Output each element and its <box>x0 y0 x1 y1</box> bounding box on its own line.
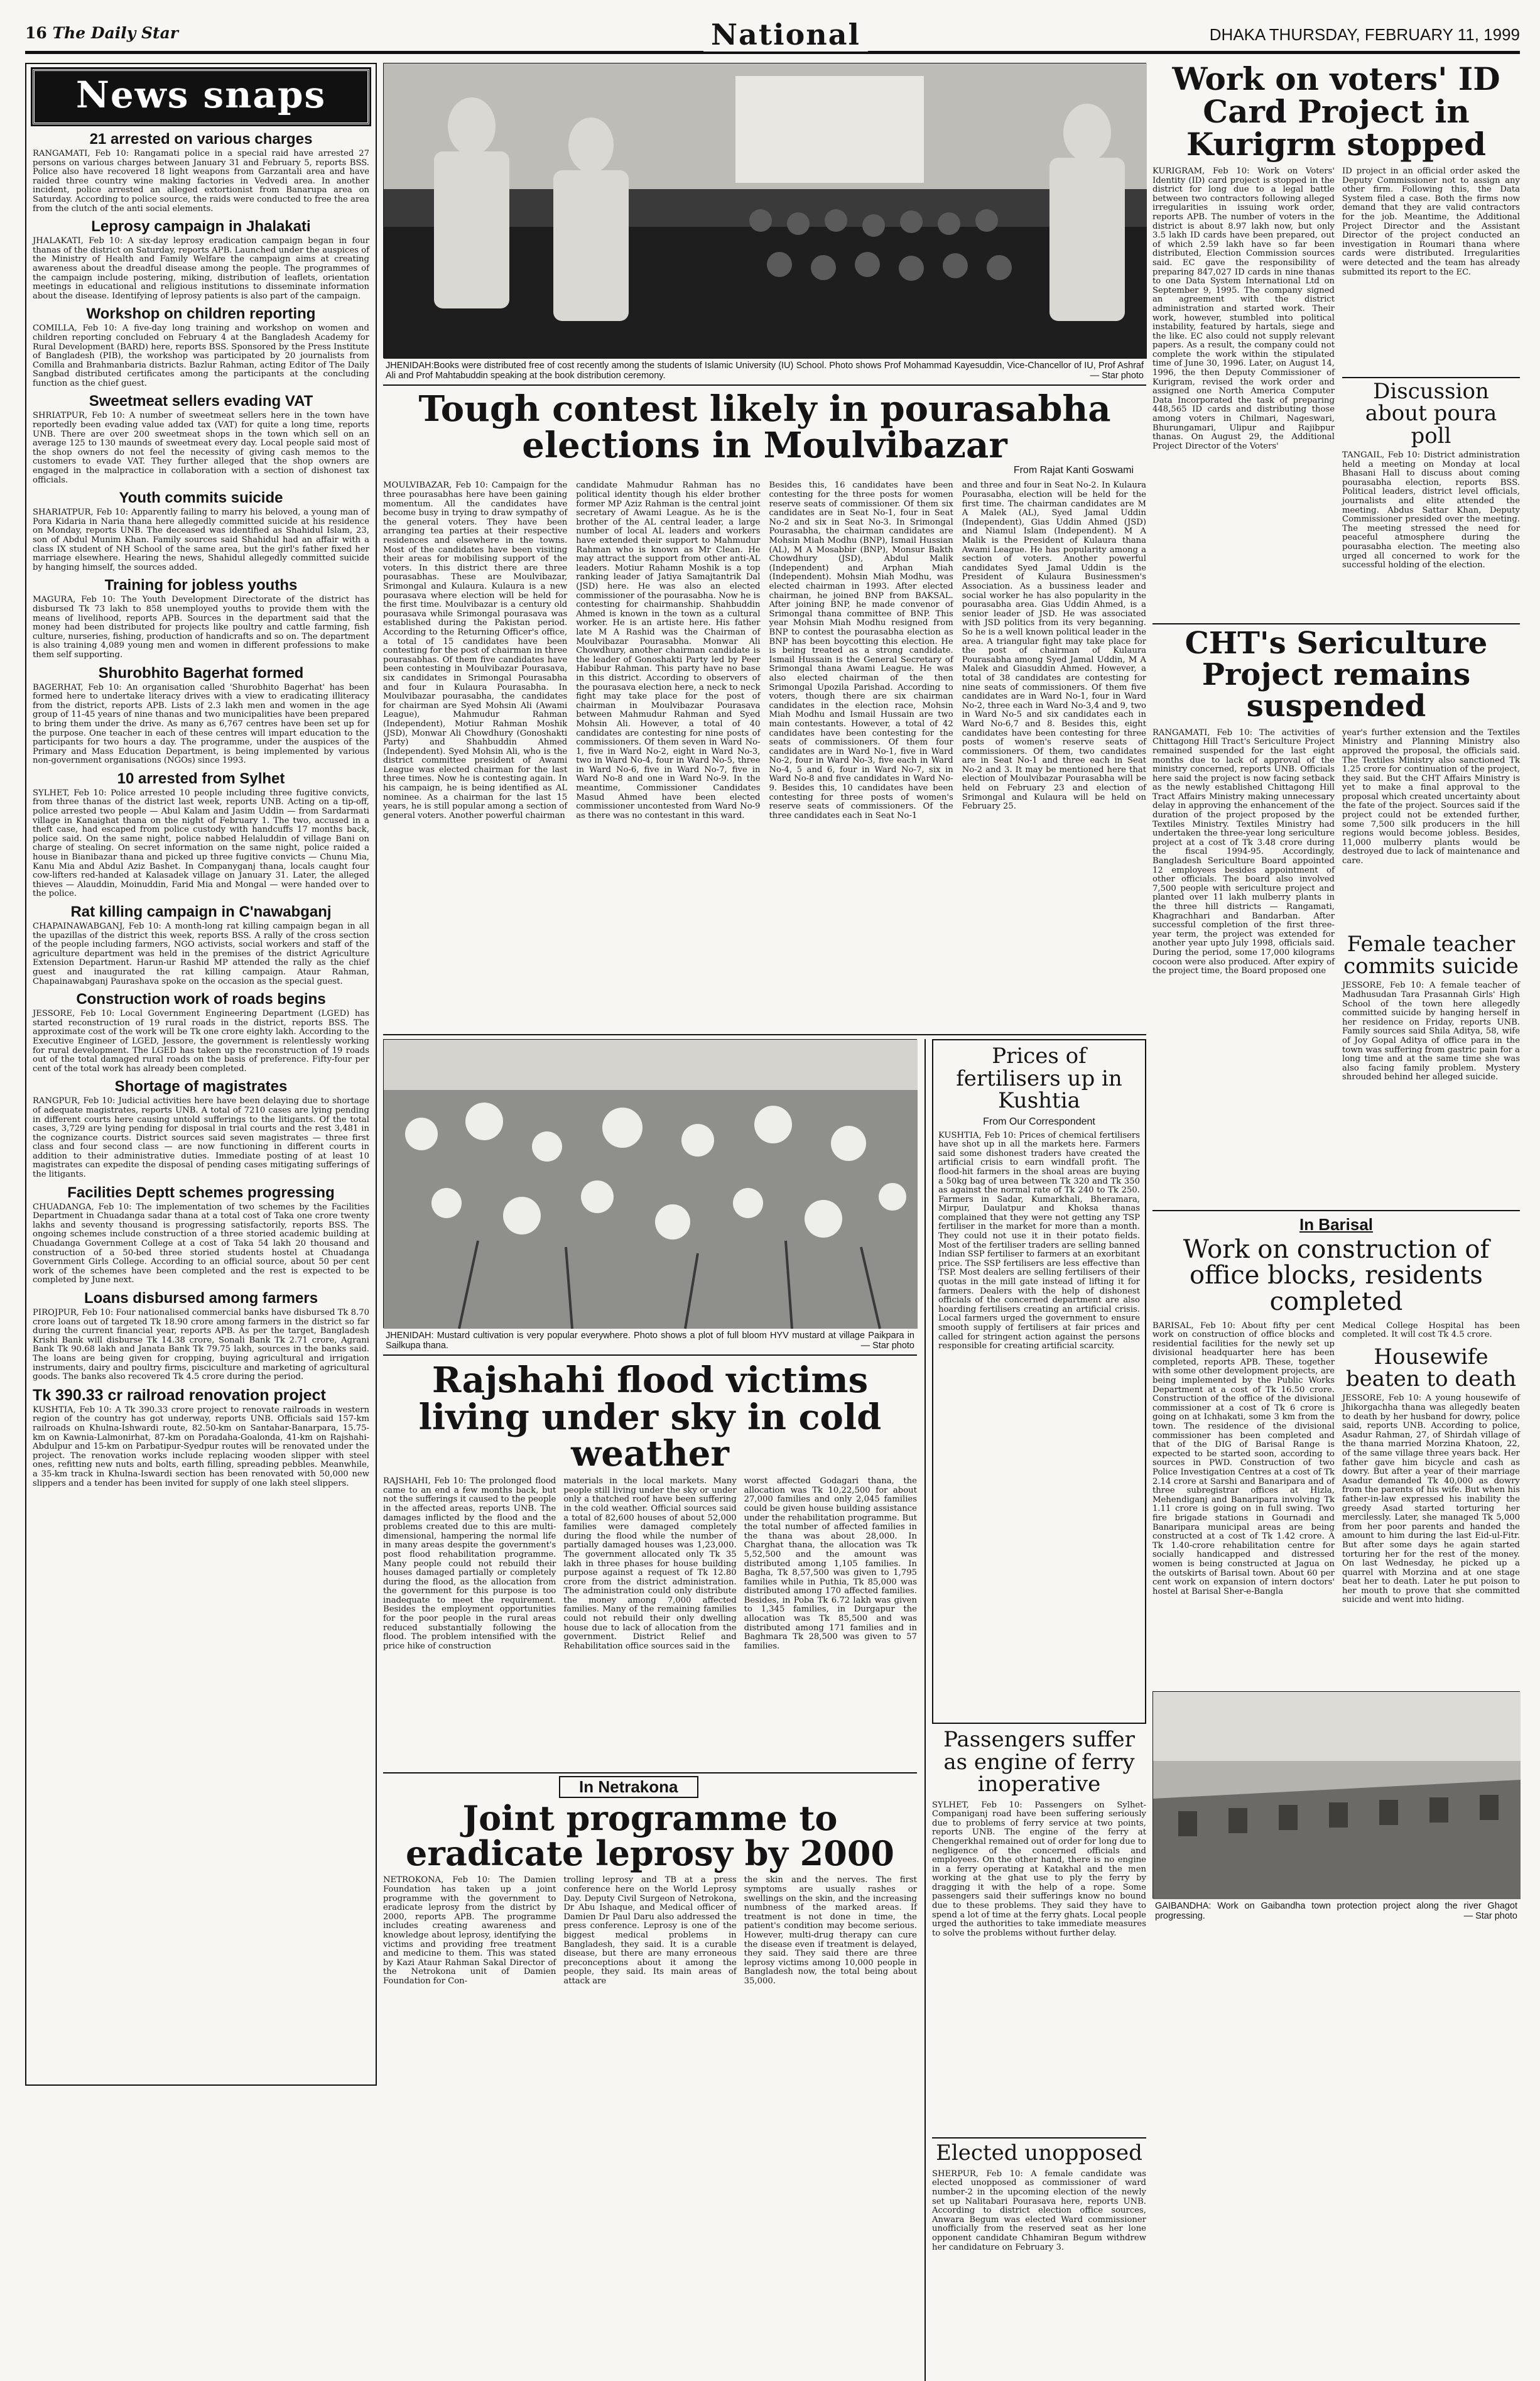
kurigram-col1: KURIGRAM, Feb 10: Work on Voters' Identity (ID) card project is stopped in the district for long due to a legal battle between two contractors following alleged irregularities in issuing work order, reports APB. The number of voters in the district is about 8.97 lakh now, but only 3.5 lakh ID cards have been prepared, out of which 2.59 lakh have so far been distributed, Election Commission sources said. EC gave the responsibility of preparing 847,027 ID cards in nine thanas to one Data System International Ltd on September 9, 1995. The company signed an agreement with the district administration and started work. Their work, however, stumbled into political instability, featured by hartals, siege and the like. EC also could not supply relevant papers. As a result, the company could not complete the work within the stipulated time of June 30, 1996. Later, on August 14, 1996, the then Deputy Commissioner of Kurigram, revised the work order and assigned one North America Computer Data Incorporated the task of preparing 448,565 ID cards and distributing those among voters in Chilmari, Nageswari, Bhurungamari, Ulipur and Rajibpur thanas. On August 29, the Additional Project Director of the Voters' <box>1152 166 1335 451</box>
news-snap-title: Rat killing campaign in C'nawabganj <box>70 903 332 920</box>
news-snap-title: Shortage of magistrates <box>114 1078 288 1096</box>
news-snap-title: Training for jobless youths <box>104 577 298 594</box>
news-snap-title: Leprosy campaign in Jhalakati <box>91 218 311 236</box>
photo-credit: — Star photo <box>1463 1910 1517 1921</box>
photo-credit: — Star photo <box>860 1341 914 1351</box>
netrokona-headline: Joint programme to eradicate leprosy by 2000 <box>406 1798 894 1874</box>
gaibandha-photo <box>1152 1691 1520 1899</box>
moulvibazar-headline-1: Tough contest likely in pourasabha <box>418 388 1111 430</box>
news-snaps-list <box>33 131 369 1488</box>
cht-col2: year's further extension and the Textiles Ministry and Planning Ministry also approved the proposal, the officials said. The Textiles Ministry also sanctioned Tk 1.25 crore for continuation of the project, they said. But the CHT Affairs Ministry is yet to make a final approval to the proposal which created uncertainty about the fate of the project. Sources said if the project could not be extended further, some 7,500 silk producers in the hill regions would become jobless. Besides, 11,000 mulberry plants would be destroyed due to lack of maintenance and care. <box>1342 727 1520 866</box>
news-snaps-column <box>25 63 377 2086</box>
cht-col1: RANGAMATI, Feb 10: The activities of Chittagong Hill Tract's Sericulture Project remained suspended for the last eight months due to lack of approval of the ministry concerned, reports UNB. Officials here said the project is now facing setback as the newly established Chittagong Hill Tract Affairs Ministry making unnecessary delay in approving the enhancement of the duration of the project proposed by the Textiles Ministry. Textiles Ministry had undertaken the three-year long sericulture project at a cost of Tk 3.48 crore during the fiscal 1994-95. Accordingly, Bangladesh Sericulture Board appointed 12 employees besides appointment of other officials. The board also involved 7,500 people with sericulture project and planted over 11 lakh mulberry plants in the three hill districts — Rangamati, Khagrachhari and Bandarban. After successful completion of the first three-year term, the project was extended for another year upto July 1998, officials said. During the period, some 17,000 kilograms cocoon were also produced. After expiry of the project time, the Board proposed one <box>1152 727 1335 976</box>
rajshahi-headline: Rajshahi flood victims living under sky in cold weather <box>418 1359 882 1474</box>
rajshahi-col3: worst affected Godagari thana, the allocation was Tk 10,22,500 for about 27,000 families and only 2,045 families could be given house building assistance under the rehabilitation programme. But the total number of affected families in the thana was about 28,000. In Charghat thana, the allocation was Tk 5,52,500 and the amount was distributed among 1,105 families. In Bagha, Tk 8,57,500 was given to 1,795 families while in Puthia, Tk 85,000 was distributed among 170 affected families. Besides, in Poba Tk 6.72 lakh was given to 1,345 families, in Durgapur the allocation was Tk 85,500 and was distributed among 171 families and in Baghmara Tk 28,500 was given to 57 families. <box>744 1476 917 1651</box>
news-snap-title: Facilities Deptt schemes progressing <box>67 1184 335 1201</box>
ferry-text: SYLHET, Feb 10: Passengers on Sylhet-Companiganj road have been suffering seriously due to problems of ferry service at two points, reports UNB. The engine of the ferry at Chengerkhal remained out of order for long due to negligence of the concerned officials and employees. On the other hand, there is no engine in a ferry operating at Katakhal and the men working at the ghat use to ply the ferry by dragging it with the help of a rope. Some passengers said their sufferings know no bound due to these problems. They said they have to spend a lot of time at the ferry ghats. Local people urged the authorities to take immediate measures to solve the problems without further delay. <box>932 1800 1146 1938</box>
news-snap-title: Youth commits suicide <box>119 489 283 507</box>
news-snap-title: Sweetmeat sellers evading VAT <box>89 393 313 410</box>
news-snaps-banner: News snaps <box>33 69 369 124</box>
top-photo-caption: JHENIDAH:Books were distributed free of cost recently among the students of Islamic University (IU) School. Photo shows Prof Mohammad Kayesuddin, Vice-Chancellor of IU, Prof Ashraf Ali and Prof Mahtabuddin speaking at the book distribution ceremony. — Star photo <box>386 361 1144 381</box>
mustard-photo <box>383 1039 917 1328</box>
news-snap-title: Construction work of roads begins <box>76 991 326 1008</box>
gaibandha-caption: GAIBANDHA: Work on Gaibandha town protection project along the river Ghagot progressing. — Star photo <box>1155 1900 1517 1921</box>
page-number: 16 <box>25 24 47 42</box>
news-snap-text: CHAPAINAWABGANJ, Feb 10: A month-long rat killing campaign began in all the upazillas of the district this week, reports BSS. A rally of the cross section of the people including farmers, NGO activists, social workers and staff of the agriculture department was held in the premises of the district Agriculture Extension Department. Harun-ur Rashid MP attended the rally as the chief guest and inaugurated the rat killing campaign. Ataur Rahman, Chapainawabganj Paurashava spoke on the occasion as the special guest. <box>33 922 369 986</box>
housewife-text: JESSORE, Feb 10: A young housewife of Jhikorgachha thana was allegedly beaten to death by her husband for dowry, police said, reports UNB. According to police, Asadur Rahman, 27, of Shirdah village of the thana married Morzina Khatoon, 22, of the same village three years back. Her father gave him bicycle and cash as dowry. But after a year of their marriage Asadur demanded Tk 40,000 as dowry from the parents of his wife. But when his father-in-law expressed his inability the greedy Asad started torturing her mercilessly. Later, she managed Tk 5,000 from her poor parents and handed the amount to him during the last Eid-ul-Fitr. But after some days he again started torturing her for the rest of the money. On last Wednesday, he picked up a quarrel with Morzina and at one stage beat her to death. Later he put poison to her mouth to prove that she committed suicide and went into hiding. <box>1342 1393 1520 1605</box>
kurigram-headline: Work on voters' ID Card Project in Kurigrm stopped <box>1172 60 1500 163</box>
netrokona-tag: In Netrakona <box>559 1776 698 1798</box>
poll-headline: Discussion about poura poll <box>1365 379 1497 449</box>
masthead-paper <box>25 24 178 42</box>
paper-name: The Daily Star <box>52 24 178 42</box>
news-snap-text: BAGERHAT, Feb 10: An organisation called 'Shurobhito Bagerhat' has been formed here to undertake literacy drives with a view to eradicating illiteracy from the district, reports APB. Lists of 2.3 lakh men and women in the age group of 11-45 years of nine thanas and two municipalities have been prepared to bring them under the drive. As many as 6,767 centres have been set up for the purpose. One teacher in each of these centres will impart education to the participants for two hours a day. The programme, under the auspices of the Primary and Mass Education Department, is being implemented by various non-government organisations (NGOs) since 1993. <box>33 682 369 766</box>
moulvibazar-headline-2: elections in Moulvibazar <box>522 425 1007 467</box>
ferry-story <box>932 1729 1146 2137</box>
fertiliser-box <box>932 1039 1146 1724</box>
news-snap-text: RANGPUR, Feb 10: Judicial activities here have been delaying due to shortage of adequate magistrates, reports UNB. A total of 7210 cases are lying pending in different courts here causing untold sufferings to the litigants. Of the total cases, 3,729 are lying pending for disposal in trial courts and the rest 3,481 in the cognizance courts. District sources said seven magistrates — three first class and four second class — are now functioning in different courts in addition to their administrative duties. Immediate posting of at least 10 magistrates can expedite the disposal of pending cases mitigating sufferings of the litigants. <box>33 1096 369 1180</box>
news-snap-text: PIROJPUR, Feb 10: Four nationalised commercial banks have disbursed Tk 8.70 crore loans out of targeted Tk 18.90 crore among farmers in the district so far during the current financial year, reports APB. As per the target, Bangladesh Krishi Bank will disburse Tk 14.38 crore, Sonali Bank Tk 2.71 crore, Agrani Bank Tk 90.68 lakh and Janata Bank Tk 79.75 lakh, sources in the banks said. The loans are being given for cropping, buying agricultural and irrigation instruments, dairy and poultry firms, pisciculture and marketing of agricultural goods. The banks also recovered Tk 4.5 crore during the period. <box>33 1308 369 1382</box>
teacher-headline: Female teacher commits suicide <box>1343 931 1519 979</box>
elected-story <box>932 2142 1146 2381</box>
dateline: DHAKA THURSDAY, FEBRUARY 11, 1999 <box>1209 25 1520 44</box>
elected-headline: Elected unopposed <box>936 2140 1142 2166</box>
news-snap-title: Workshop on children reporting <box>86 305 316 323</box>
news-snap-title: 10 arrested from Sylhet <box>117 770 285 787</box>
news-snap-text: SHARIATPUR, Feb 10: Apparently failing to marry his beloved, a young man of Pora Kidaria in Naria thana here allegedly committed suicide at his residence on Monday, reports UNB. The deceased was identified as Shahidul Islam, 23, son of Abdul Munim Khan. Family sources said Shahidul had an affair with a class IX student of NH School of the same area, but the girl's father fixed her marriage elsewhere. Hearing the news, Shahidul allegedly committed suicide by hanging himself, the sources added. <box>33 508 369 572</box>
rajshahi-col1: RAJSHAHI, Feb 10: The prolonged flood came to an end a few months back, but not the sufferings it caused to the people in the affected areas, reports UNB. The damages inflicted by the flood and the problems created due to this are multi-dimensional, hampering the normal life in many areas despite the government's post flood rehabilitation programme. Many people could not rebuild their houses damaged partially or completely during the flood, as the allocation from the government for this purpose is too inadequate to meet the requirement. Besides the employment opportunities for the poor people in the rural areas reduced substantially following the flood. The problem intensified with the price hike of construction <box>383 1476 556 1651</box>
fertiliser-headline: Prices of fertilisers up in Kushtia <box>956 1043 1122 1114</box>
news-snap-title: 21 arrested on various charges <box>89 131 313 148</box>
moulvibazar-col2: candidate Mahmudur Rahman has no political identity though his elder brother former MP Aziz Rahman is the central joint secretary of Awami League. As he is the brother of the AL central leader, a large number of local AL leaders and workers have extended their support to Mahmudur Rahman who is known as Mr Clean. He may attract the support from other anti-AL leaders. Motiur Rahamn Moshik is a top ranking leader of Jatiya Samajtantrik Dal (JSD) here. He was also an elected commissioner of the pourasabha. Now he is contesting for chairmanship. Shahbuddin Ahmed is known in the town as a cultural worker. He is an artiste here. His father late M A Rashid was the Chairman of Moulvibazar Pourasabha. Monwar Ali Chowdhury, another chairman candidate is the leader of Gonoshakti Party led by Peer Habibur Rahman. This party have no base in this district. According to observers of the pourasava election here, a neck to neck fight may take place for the post of chairman in Moulvibazar Pourasava between Mahmudur Rahman and Syed Mohsin Ali. However, a total of 40 candidates are contesting for nine posts of commissioners. Of them seven in Ward No-1, five in Ward No-2, eight in Ward No-3, two in Ward No-4, four in Ward No-5, three in Ward No-6, five in Ward No-7, five in Ward No-8 and one in Ward No-9. In the meantime, Commissioner Candidates Masud Ahmed have been elected commissioner uncontested from Ward No-9 as there was no contestant in this ward. <box>576 481 761 820</box>
news-snap-title: Tk 390.33 cr railroad renovation project <box>33 1386 326 1404</box>
moulvibazar-col4: and three and four in Seat No-2. In Kulaura Pourasabha, election will be held for the first time. The chairman candidates are M A Malek (AL), Syed Jamal Uddin (Independent), Gias Uddin Ahmed (JSD) and Niamul Islam (Independent). M A Malik is the President of Kulaura thana Awami League. He has popularity among a section of voters. Another powerful candidates Syed Jamal Uddin is the President of Kulaura Businessmen's Association. As a bussiness leader and social worker he has also popularity in the pourasabha area. Gias Uddin Ahmed, is a senior leader of JSD. He was associated with JSD politics from its very beganning. So he is a well known political leader in the area. A triangular fight may take place for the post of chairman of Kulaura Pourasabha among Syed Jamal Uddin, M A Malek and Giasuddin Ahmed. However, a total of 38 candidates are contesting for nine seats of commissioners. Of them five candidates are in Ward No-1, four in Ward No-2, three each in Ward No-3,4 and 9, two in Ward No-5 and six candidates each in Ward No-6,7 and 8. Besides this, eight candidates have been contesting for three posts of women's reserve seats of commissioners. Of them, two candidates are in Seat No-1 and three each in Seat No-2 and 3. It may be mentioned here that election of Moulvibazar Pourasabha will be held on February 23 and election of Srimongal and Kulaura will be held on February 25. <box>962 481 1146 812</box>
news-snap-title: Loans disbursed among farmers <box>84 1290 318 1307</box>
rajshahi-story <box>383 1477 917 1772</box>
news-snap-title: Shurobhito Bagerhat formed <box>98 664 304 682</box>
top-photo <box>383 63 1146 358</box>
rajshahi-col2: materials in the local markets. Many people still living under the sky or under only a thatched roof have been suffering in the cold weather. Official sources said a total of 82,600 houses of about 52,000 families were damaged completely during the flood while the number of partially damaged houses was 1,23,000. The government allocated only Tk 35 lakh in three phases for house building purpose against a request of Tk 12.80 crore from the district administration. The administration could only distribute the money among 7,000 affected families. Many of the remaining families could not rebuild their only dwelling house due to lack of allocation from the government. District Relief and Rehabilitation office sources said in the <box>563 1476 737 1651</box>
fertiliser-text: KUSHTIA, Feb 10: Prices of chemical fertilisers have shot up in all the markets here. Farmers said some dishonest traders have created the artificial crisis to earn windfall profit. The flood-hit farmers in the shoal areas are buying a 50kg bag of urea between Tk 320 and Tk 350 as against the normal rate of Tk 240 to Tk 250. Farmers in Sadar, Kumarkhali, Bheramara, Mirpur, Daulatpur and Khoksa thanas complained that they were not getting any TSP fertiliser in the market for more than a month. They could not use it in their potato fields. Most of the fertiliser traders are selling banned Indian SSP fertiliser to farmers at an exorbitant price. The SSP fertilisers are less effective than TSP. Most dealers are selling fertilisers of their quotas in the mill gate instead of lifting it for farmers. Dealers with the help of dishonest officials of the concerned department are also hoarding fertilisers creating an artificial crisis. Local farmers urged the government to ensure smooth supply of fertilisers at fair prices and called for stringent action against the persons responsible for creating artificial scarcity. <box>938 1130 1140 1351</box>
news-snap-text: JESSORE, Feb 10: Local Government Engineering Department (LGED) has started reconstruction of 19 rural roads in the district, reports BSS. The approximate cost of the work will be Tk one crore eighty lakh. According to the Executive Engineer of LGED, Jessore, the government is relentlessly working for rural development. The LGED has taken up the reconstruction of 19 roads out of the total damaged rural roads on the basis of preference. Fifty-four per cent of the total work has already been completed. <box>33 1009 369 1074</box>
housewife-headline: Housewife beaten to death <box>1345 1344 1517 1392</box>
moulvibazar-byline: From Rajat Kanti Goswami <box>1013 465 1134 476</box>
teacher-text: JESSORE, Feb 10: A female teacher of Madhusudan Tara Prasannah Girls' High School of the town here allegedly committed suicide by hanging herself in her residence on Friday, reports UNB. Family sources said Shila Aditya, 58, wife of Joy Gopal Aditya of office para in the town was suffering from gastric pain for a long time and at the same time she was also facing family problem. Mystery shrouded behind her alleged suicide. <box>1342 981 1520 1082</box>
barisal-tag: In Barisal <box>1299 1214 1374 1234</box>
mustard-field-image <box>384 1040 918 1329</box>
ceremony-photo-image <box>384 63 1147 359</box>
ferry-headline: Passengers suffer as engine of ferry inoperative <box>943 1727 1135 1797</box>
photo-credit: — Star photo <box>1090 371 1144 381</box>
kurigram-col2: ID project in an official order asked the Deputy Commissioner not to assign any other firm. Following this, the Data System filed a case. Both the firms now demand that they are valid contractors for the job. Meantime, the Additional Project Director and the Assistant Director of the project conducted an investigation in Roumari thana where cards were distributed. Irregularities were detected and the team has already submitted its report to the EC. <box>1342 166 1520 277</box>
poll-text: TANGAIL, Feb 10: District administration held a meeting on Monday at local Bhasani Hall to discuss about coming pourasabha election, reports BSS. Political leaders, district level officials, journalists and elite attended the meeting. Abdus Sattar Khan, Deputy Commissioner presided over the meeting. The meeting stressed the need for peaceful atmosphere during the pourasabha election. The meeting also urged all concerned to work for the successful holding of the election. <box>1342 450 1520 570</box>
center-column <box>383 63 1146 2252</box>
news-snap-text: RANGAMATI, Feb 10: Rangamati police in a special raid have arrested 27 persons on various charges between January 31 and February 5, reports BSS. Police also have recovered 18 light weapons from Garzantali area and have raided three country wine making factories in Vedvedi area. In another incident, police arrested an alleged extortionist from Banarupa area on Saturday. According to police source, the raids were conducted to free the area from the clutch of the anti social elements. <box>33 149 369 214</box>
news-snap-text: KUSHTIA, Feb 10: A Tk 390.33 crore project to renovate railroads in western region of the country has got underway, reports UNB. Officials said 157-km railroads on Khulna-Ishwardi route, 82.50-km on Santahar-Banarpara, 15.75-km on Kawnia-Lalmonirhat, 87-km on Poradaha-Goalonda, 41-km on Rajshahi-Abdulpur and 15-km on Parbatipur-Syedpur routes will be renovated under the project. The renovation works include replacing wooden slipper with steel ones, refitting new nuts and bolts, earth filling, spreading pebbles. Meanwhile, a 35-km track in Khulna-Iswardi section has been renovated with 50,000 new slippers and a tender has been invited for supply of one lakh steel slippers. <box>33 1405 369 1488</box>
newspaper-page <box>25 18 1520 2252</box>
mustard-caption: JHENIDAH: Mustard cultivation is very popular everywhere. Photo shows a plot of full bloom HYV mustard at village Paikpara in Sailkupa thana. — Star photo <box>386 1331 914 1351</box>
netrokona-col1: NETROKONA, Feb 10: The Damien Foundation has taken up a joint programme with the government to eradicate leprosy from the district by 2000, reports APB. The programme includes creating awareness and knowledge about leprosy, identifying the victims and providing free treatment and medicine to them. This was stated by Kazi Ataur Rahman Sakal Director of the Netrokona unit of Damien Foundation for Con- <box>383 1875 556 1986</box>
elected-text: SHERPUR, Feb 10: A female candidate was elected unopposed as commissioner of ward number-2 in the upcoming election of the newly set up Nalitabari Pourasava here, reports UNB. According to district election office sources, Anwara Begum was elected Ward commissioner unofficially from the reserved seat as her lone opponent candidate Chhamiran Begum withdrew her candidature on February 3. <box>932 2169 1146 2252</box>
fertiliser-byline: From Our Correspondent <box>983 1116 1095 1127</box>
news-snap-text: SYLHET, Feb 10: Police arrested 10 people including three fugitive convicts, from three thanas of the district last week, reports UNB. Acting on a tip-off, police arrested two people — Abul Kalam and Jasim Uddin — from Sardarmati village in Kanaighat thana on the night of February 1. The two, accused in a theft case, had escaped from police custody with handcuffs 17 months back, police said. On the same night, police nabbed Helaluddin of village Bani on charge of stealing. On secret information on the same night, police raided a house in Bianibazar thana and picked up three fugitive convicts — Chunu Mia, Kanu Mia and Abdul Aziz Bashet. In Companyganj thana, locals caught four cow-lifters red-handed at Kalasadek village on January 31. Later, the alleged thieves — Alauddin, Moinuddin, Farid Mia and Mongal — were handed over to the police. <box>33 788 369 899</box>
section-title: National <box>703 18 868 52</box>
netrokona-col2: trolling leprosy and TB at a press conference here on the World Leprosy Day. Deputy Civil Surgeon of Netrokona, Dr Abu Ishaque, and Medical officer of Damien Dr Paul Daru also addressed the press conference. Leprosy is one of the biggest medical problems in Bangladesh, they said. It is a curable disease, but there are many erroneous preconceptions about it among the people, they said. Its main areas of attack are <box>563 1875 737 1986</box>
barisal-headline: Work on construction of office blocks, residents completed <box>1183 1234 1490 1316</box>
riverbank-image <box>1153 1692 1521 1899</box>
moulvibazar-story <box>383 481 1146 1034</box>
news-snap-text: CHUADANGA, Feb 10: The implementation of two schemes by the Facilities Department in Chuadanga sadar thana at a total cost of Taka one crore twenty lakhs and seventy thousand is progressing satisfactorily, reports BSS. The ongoing schemes include construction of a three storied academic building at Chuadanga Government College at a cost of Taka 54 lakh 20 thousand and construction of a 50-bed three storied students hostel at Chuadanga Government Girls College. According to an official source, about 50 per cent work of the schemes have been completed and the rest is expected to be completed by June next. <box>33 1202 369 1285</box>
netrokona-story <box>383 1876 917 2052</box>
moulvibazar-col3: Besides this, 16 candidates have been contesting for the three posts for women reserve seats of commissioner. Of them six candidates are in Seat No-1, four in Seat No-2 and six in Seat No-3. In Srimongal Pourasabha, the chairman candidates are Mohsin Miah Modhu (BNP), Ismail Hussian (AL), M A Mosabbir (BNP), Monsur Bakth Chowdhury (JSD), Abdul Malik (Independent) and Arphan Miah (Independent). Mohsin Miah Modhu, was elected chairman in 1993. After elected chairman, he joined BNP from BAKSAL. After joining BNP, he made convenor of Srimongal thana committee of BNP. This year Mohsin Miah Modhu resigned from BNP to contest the pourasabha election as BNP has been boycotting this election. He is being treated as a strong candidate. Ismail Hussain is the General Secretary of Srimongal thana Awami League. He was also elected chairman of the then Srimongal Upozila Parishad. According to voters, though there are six chairman candidates in the election race, Mohsin Miah Modhu and Ismail Hussain are two main contestants. However, a total of 42 candidates have been contesting for the seats of commissioners. Of them four candidates are in Ward No-1, five in Ward No-2, four in Ward No-3, five each in Ward No-4, 5 and 6, four in Ward No-7, six in Ward No-8 and five candidates in Ward No-9. Besides this, 10 candidates have been contesting for three posts of women's reserve seats of commissioners. Of the three candidates each in Seat No-1 <box>769 481 953 820</box>
cht-headline: CHT's Sericulture Project remains suspended <box>1185 626 1488 724</box>
news-snap-text: JHALAKATI, Feb 10: A six-day leprosy eradication campaign began in four thanas of the district on Saturday, reports APB. Launched under the auspices of the Ministry of Health and Family Welfare the campaign aims at creating awareness about the dreadful disease among the people. The programmes of the campaign include postering, miking, distribution of leaflets, orientation meetings in educational and religious institutions to disseminate information about the disease. Identifying of leprosy patients is also part of the campaign. <box>33 236 369 301</box>
barisal-col1: BARISAL, Feb 10: About fifty per cent work on construction of office blocks and residential facilities for the newly set up divisional headquarter here has been completed, reports APB. These, together with some other development projects, are being implemented by the Public Works Department at a cost of Tk 16.50 crore. Construction of the office of the divisional commissioner at a cost of Tk 6 crore is going on at Ichhakati, some 3 km from the town. The residence of the divisional commissioner has been completed and that of the DIG of Barisal Range is expected to be started soon, according to sources in PWD. Construction of two Police Investigation Centres at a cost of Tk 2.14 crore at Sarshi and Banaripara and of three subregistrar offices at Hizla, Mehendiganj and Banaripara involving Tk 1.11 crore is going on in full swing. Two fire brigade stations in Gournadi and Banaripara municipal areas are being constructed at a cost of Tk 1.42 crore. A Tk 1.40-crore rehabilitation centre for socially handicapped and distressed women is being constructed at Jagua on the outskirts of Barisal town. About 60 per cent work on expansion of intern doctors' hostel at Barisal Sher-e-Bangla <box>1152 1321 1335 1596</box>
moulvibazar-col1: MOULVIBAZAR, Feb 10: Campaign for the three pourasabhas here have been gaining momentum. All the candidates have become busy in trying to draw sympathy of the general voters. They have been arranging tea parties at their respective residences and elsewhere in the towns. Most of the candidates have been visiting their areas for mobilising support of the voters. In this district there are three pourasabhas. These are Moulvibazar, Srimongal and Kulaura. Kulaura is a new pourasava where election will be held for the first time. Moulvibazar is a century old pourasava while Srimongal pourasava was established during the Pakistan period. According to the Returning Officer's office, a total of 15 candidates have been contesting for the post of chairman in three pourasabhas. Of them five candidates have been contesting in Moulvibazar Pourasava, six candidates in Srimongal Pourasabha and four in Kulaura Pourasabha. In Moulvibazar pourasabha, the candidates for chairman are Syed Mohsin Ali (Awami League), Mahmudur Rahman (Independent), Motiur Rahman Moshik (JSD), Monwar Ali Chowdhury (Gonoshakti Party) and Shahbuddin Ahmed (Independent). Syed Mohsin Ali, who is the district committee president of Awami League was elected chairman for the last three times. Now he is contesting again. In his campaign, he is being identified as AL nominee. As a chairman for the last 15 years, he is still popular among a section of general voters. Another powerful chairman <box>383 481 568 820</box>
news-snap-text: COMILLA, Feb 10: A five-day long training and workshop on women and children reporting concluded on February 4 at the Bangladesh Academy for Rural Development (BARD) here, reports BSS. Sponsored by the Press Institute of Bangladesh (PIB), the workshop was participated by 20 journalists from Comilla and Brahmanbaria districts. Bazlur Rahman, acting Editor of The Daily Sangbad distributed certificates among the participants at the concluding function as the chief guest. <box>33 324 369 388</box>
news-snap-text: SHRIATPUR, Feb 10: A number of sweetmeat sellers here in the town have reportedly been evading value added tax (VAT) for quite a long time, reports UNB. There are over 200 sweetmeat shops in the town which sell on an average 125 to 130 maunds of sweetmeat every day. Local people said most of the shop owners do not feel the necessity of giving cash memos to the customers to evade VAT. They further alleged that the shop owners are engaged in the malpractice in collaboration with a section of dishonest tax officials. <box>33 411 369 485</box>
right-column <box>1152 60 1520 2086</box>
masthead <box>25 19 1520 54</box>
news-snap-text: MAGURA, Feb 10: The Youth Development Directorate of the district has disbursed Tk 73 lakh to 858 unemployed youths to provide them with the means of livelihood, reports APB. Sources in the department said that the money had been distributed for projects like poultry and cattle farming, fish culture, nurseries, fishing, production of handicrafts and so on. The department is also training 4,089 young men and women in different professions to make them self supporting. <box>33 595 369 660</box>
netrokona-col3: the skin and the nerves. The first symptoms are usually rashes or swellings on the skin, and the increasing numbness of the marked areas. If treatment is not done in time, the patient's condition may become serious. However, multi-drug therapy can cure the disease even if treatment is delayed, they said. They said there are three leprosy victims among 10,000 people in Bangladesh now, the total being about 35,000. <box>744 1875 917 1986</box>
barisal-col2: Medical College Hospital has been completed. It will cost Tk 4.5 crore. <box>1342 1321 1520 1340</box>
